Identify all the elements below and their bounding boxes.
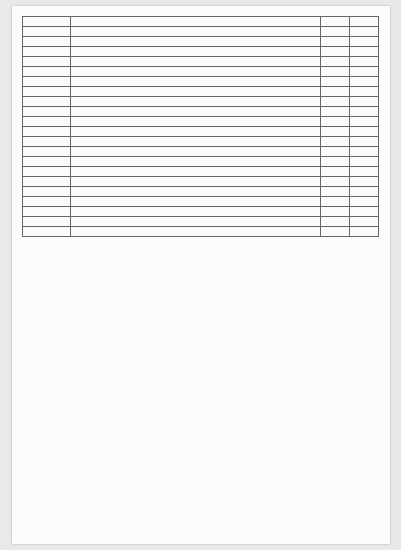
price-child-cell (350, 37, 379, 47)
excursion-row (23, 87, 379, 97)
note-line (32, 504, 372, 512)
day-cell (23, 127, 71, 137)
day-cell (23, 117, 71, 127)
price-child-cell (350, 97, 379, 107)
price-child-cell (350, 87, 379, 97)
office-hours (12, 514, 390, 524)
price-adult-cell (321, 47, 350, 57)
price-adult-cell (321, 217, 350, 227)
day-cell (23, 87, 71, 97)
excursion-row (23, 157, 379, 167)
price-child-cell (350, 137, 379, 147)
day-cell (23, 177, 71, 187)
excursion-cell (71, 207, 321, 217)
excursion-cell (71, 127, 321, 137)
excursion-row (23, 197, 379, 207)
price-adult-cell (321, 197, 350, 207)
day-cell (23, 27, 71, 37)
day-cell (23, 37, 71, 47)
price-child-cell (350, 177, 379, 187)
excursion-row (23, 57, 379, 67)
day-cell (23, 67, 71, 77)
price-adult-cell (321, 77, 350, 87)
excursion-cell (71, 27, 321, 37)
excursion-row (23, 17, 379, 27)
excursion-row (23, 147, 379, 157)
day-cell (23, 97, 71, 107)
excursion-row (23, 27, 379, 37)
price-child-cell (350, 67, 379, 77)
price-child-cell (350, 227, 379, 237)
day-cell (23, 47, 71, 57)
excursion-table-body (23, 17, 379, 237)
price-adult-cell (321, 127, 350, 137)
excursion-cell (71, 47, 321, 57)
price-adult-cell (321, 147, 350, 157)
price-child-cell (350, 47, 379, 57)
excursion-row (23, 227, 379, 237)
excursion-row (23, 67, 379, 77)
price-child-cell (350, 127, 379, 137)
excursion-row (23, 167, 379, 177)
price-adult-cell (321, 97, 350, 107)
price-adult-cell (321, 167, 350, 177)
price-child-cell (350, 187, 379, 197)
price-child-cell (350, 57, 379, 67)
price-child-cell (350, 157, 379, 167)
day-cell (23, 207, 71, 217)
excursion-cell (71, 67, 321, 77)
day-cell (23, 167, 71, 177)
price-adult-cell (321, 87, 350, 97)
excursion-cell (71, 217, 321, 227)
note-line (32, 488, 372, 496)
price-adult-cell (321, 57, 350, 67)
day-cell (23, 137, 71, 147)
excursion-cell (71, 197, 321, 207)
price-child-cell (350, 107, 379, 117)
price-child-cell (350, 147, 379, 157)
day-cell (23, 107, 71, 117)
excursion-cell (71, 57, 321, 67)
price-adult-cell (321, 227, 350, 237)
price-adult-cell (321, 157, 350, 167)
excursion-cell (71, 107, 321, 117)
day-cell (23, 187, 71, 197)
day-cell (23, 147, 71, 157)
price-adult-cell (321, 187, 350, 197)
day-cell (23, 77, 71, 87)
excursion-cell (71, 227, 321, 237)
price-child-cell (350, 77, 379, 87)
day-cell (23, 57, 71, 67)
excursion-row (23, 127, 379, 137)
excursion-row (23, 177, 379, 187)
price-adult-cell (321, 67, 350, 77)
price-adult-cell (321, 27, 350, 37)
excursion-row (23, 97, 379, 107)
office-footer (12, 514, 390, 534)
excursion-row (23, 187, 379, 197)
day-cell (23, 217, 71, 227)
excursion-cell (71, 137, 321, 147)
price-child-cell (350, 17, 379, 27)
contact-phone (12, 524, 390, 534)
excursion-row (23, 217, 379, 227)
excursion-cell (71, 87, 321, 97)
price-child-cell (350, 207, 379, 217)
price-adult-cell (321, 207, 350, 217)
price-child-cell (350, 27, 379, 37)
day-cell (23, 197, 71, 207)
price-adult-cell (321, 117, 350, 127)
day-cell (23, 17, 71, 27)
note-line (32, 472, 372, 480)
notes-section (32, 472, 372, 520)
excursion-cell (71, 77, 321, 87)
excursion-cell (71, 97, 321, 107)
price-child-cell (350, 217, 379, 227)
excursion-cell (71, 157, 321, 167)
price-adult-cell (321, 107, 350, 117)
price-adult-cell (321, 17, 350, 27)
excursion-row (23, 117, 379, 127)
excursion-row (23, 137, 379, 147)
excursion-cell (71, 187, 321, 197)
excursion-row (23, 37, 379, 47)
excursion-row (23, 207, 379, 217)
excursion-row (23, 47, 379, 57)
excursion-row (23, 107, 379, 117)
price-adult-cell (321, 177, 350, 187)
excursion-cell (71, 117, 321, 127)
price-child-cell (350, 197, 379, 207)
excursion-cell (71, 37, 321, 47)
price-adult-cell (321, 137, 350, 147)
excursion-row (23, 77, 379, 87)
price-adult-cell (321, 37, 350, 47)
schedule-sheet (12, 6, 390, 544)
excursion-cell (71, 17, 321, 27)
day-cell (23, 227, 71, 237)
note-line (32, 480, 372, 488)
price-child-cell (350, 117, 379, 127)
day-cell (23, 157, 71, 167)
excursion-cell (71, 177, 321, 187)
note-line (32, 496, 372, 504)
price-child-cell (350, 167, 379, 177)
excursion-table (22, 16, 379, 237)
excursion-cell (71, 147, 321, 157)
excursion-cell (71, 167, 321, 177)
